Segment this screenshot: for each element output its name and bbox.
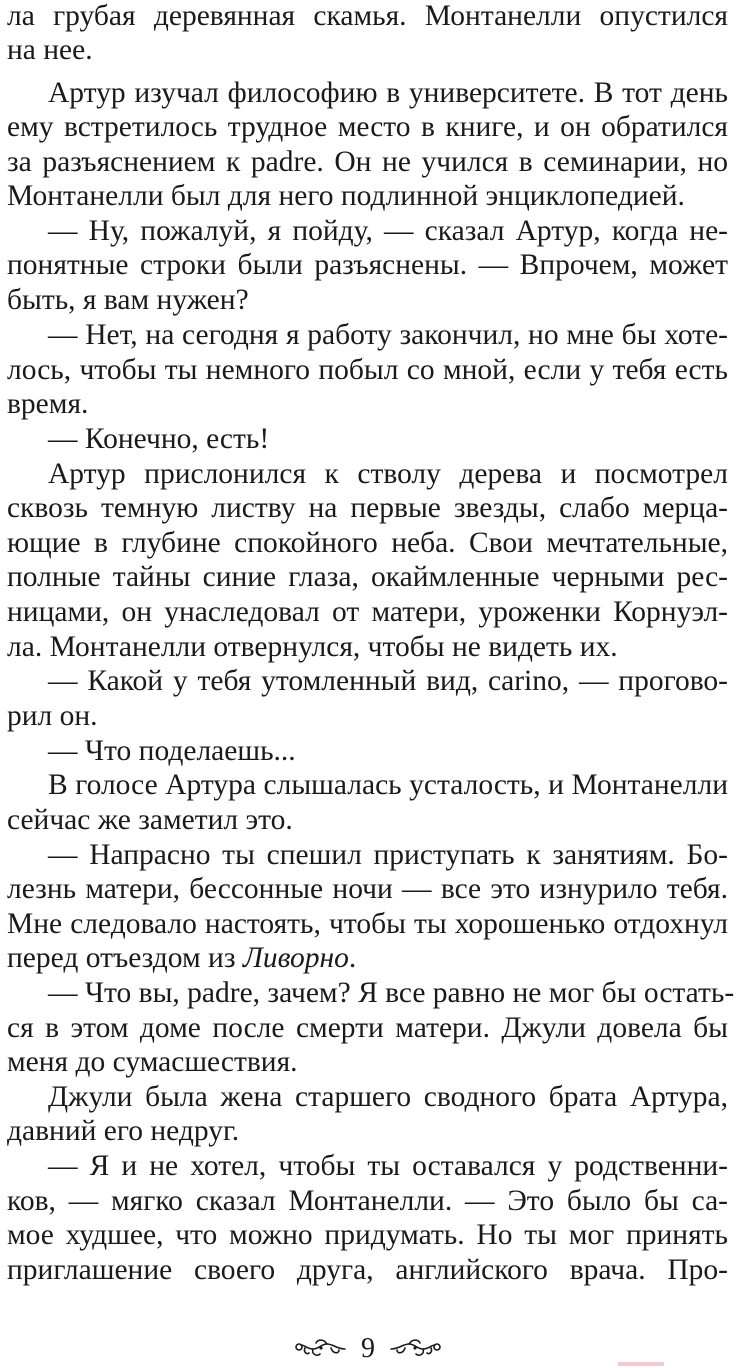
text-line: — Что вы, padre, зачем? Я все равно не мог бы остать-: [48, 977, 735, 1009]
text-line: ла грубая деревянная скамья. Монтанелли опустился: [7, 0, 728, 32]
text-line: лось, чтобы ты немного побыл со мной, если у тебя есть: [7, 354, 728, 386]
text-line: Артур изучал философию в университете. В тот день: [48, 77, 728, 109]
page-number: 9: [361, 1333, 375, 1364]
text-line: — Я и не хотел, чтобы ты оставался у родственни-: [48, 1150, 728, 1182]
text-line: давний его недруг.: [7, 1115, 240, 1147]
text-run: .: [348, 942, 357, 974]
text-line: время.: [7, 388, 89, 420]
page-footer: [0, 1332, 736, 1366]
text-line: [7, 938, 728, 978]
text-line: Артур прислонился к стволу дерева и посмотрел: [48, 458, 728, 490]
text-line: мое худшее, что можно придумать. Но ты мог принять: [7, 1219, 728, 1251]
text-line: В голосе Артура слышалась усталость, и Монтанелли: [48, 769, 728, 801]
text-line: быть, я вам нужен?: [7, 284, 249, 316]
text-line: ющие в глубине спокойного неба. Свои мечтательные,: [7, 527, 728, 559]
text-line: ему встретилось трудное место в книге, и он обратился: [7, 111, 728, 143]
text-line: рил он.: [7, 700, 98, 732]
text-run: перед отъездом из: [7, 942, 243, 974]
text-line: сквозь темную листву на первые звезды, слабо мерца-: [7, 492, 728, 524]
text-line: — Нет, на сегодня я работу закончил, но мне бы хоте-: [48, 319, 728, 351]
text-line: Мне следовало настоять, чтобы ты хорошенько отдохнул: [7, 908, 728, 940]
text-line: за разъяснением к padre. Он не учился в семинарии, но: [7, 146, 728, 178]
fleuron-ornament-icon: [291, 1336, 347, 1362]
text-line: — Конечно, есть!: [48, 423, 270, 455]
text-line: ницами, он унаследовал от матери, уроженки Корнуэл-: [7, 596, 728, 628]
text-line: — Что поделаешь...: [48, 735, 296, 767]
text-line: ла. Монтанелли отвернулся, чтобы не видеть их.: [7, 631, 618, 663]
text-line: понятные строки были разъяснены. — Впрочем, может: [7, 249, 728, 281]
text-line: — Напрасно ты спешил приступать к занятиям. Бо-: [48, 839, 728, 871]
fleuron-ornament-icon: [389, 1336, 445, 1362]
text-line: сейчас же заметил это.: [7, 804, 293, 836]
text-line: — Какой у тебя утомленный вид, carino, — прогово-: [48, 665, 728, 697]
text-line: на нее.: [7, 34, 93, 66]
text-line: меня до сумасшествия.: [7, 1046, 298, 1078]
text-line: ся в этом доме после смерти матери. Джули довела бы: [7, 1012, 728, 1044]
edge-mark: [618, 1362, 664, 1366]
text-line: полные тайны синие глаза, окаймленные черными рес-: [7, 561, 728, 593]
text-line: приглашение своего друга, английского врача. Про-: [7, 1254, 728, 1286]
italic-place-name: Ливорно: [242, 942, 349, 974]
text-line: ков, — мягко сказал Монтанелли. — Это было бы са-: [7, 1185, 728, 1217]
text-line: — Ну, пожалуй, я пойду, — сказал Артур, когда не-: [48, 215, 728, 247]
text-line: лезнь матери, бессонные ночи — все это изнурило тебя.: [7, 873, 728, 905]
text-line: Джули была жена старшего сводного брата Артура,: [48, 1081, 728, 1113]
text-line: Монтанелли был для него подлинной энциклопедией.: [7, 180, 685, 212]
